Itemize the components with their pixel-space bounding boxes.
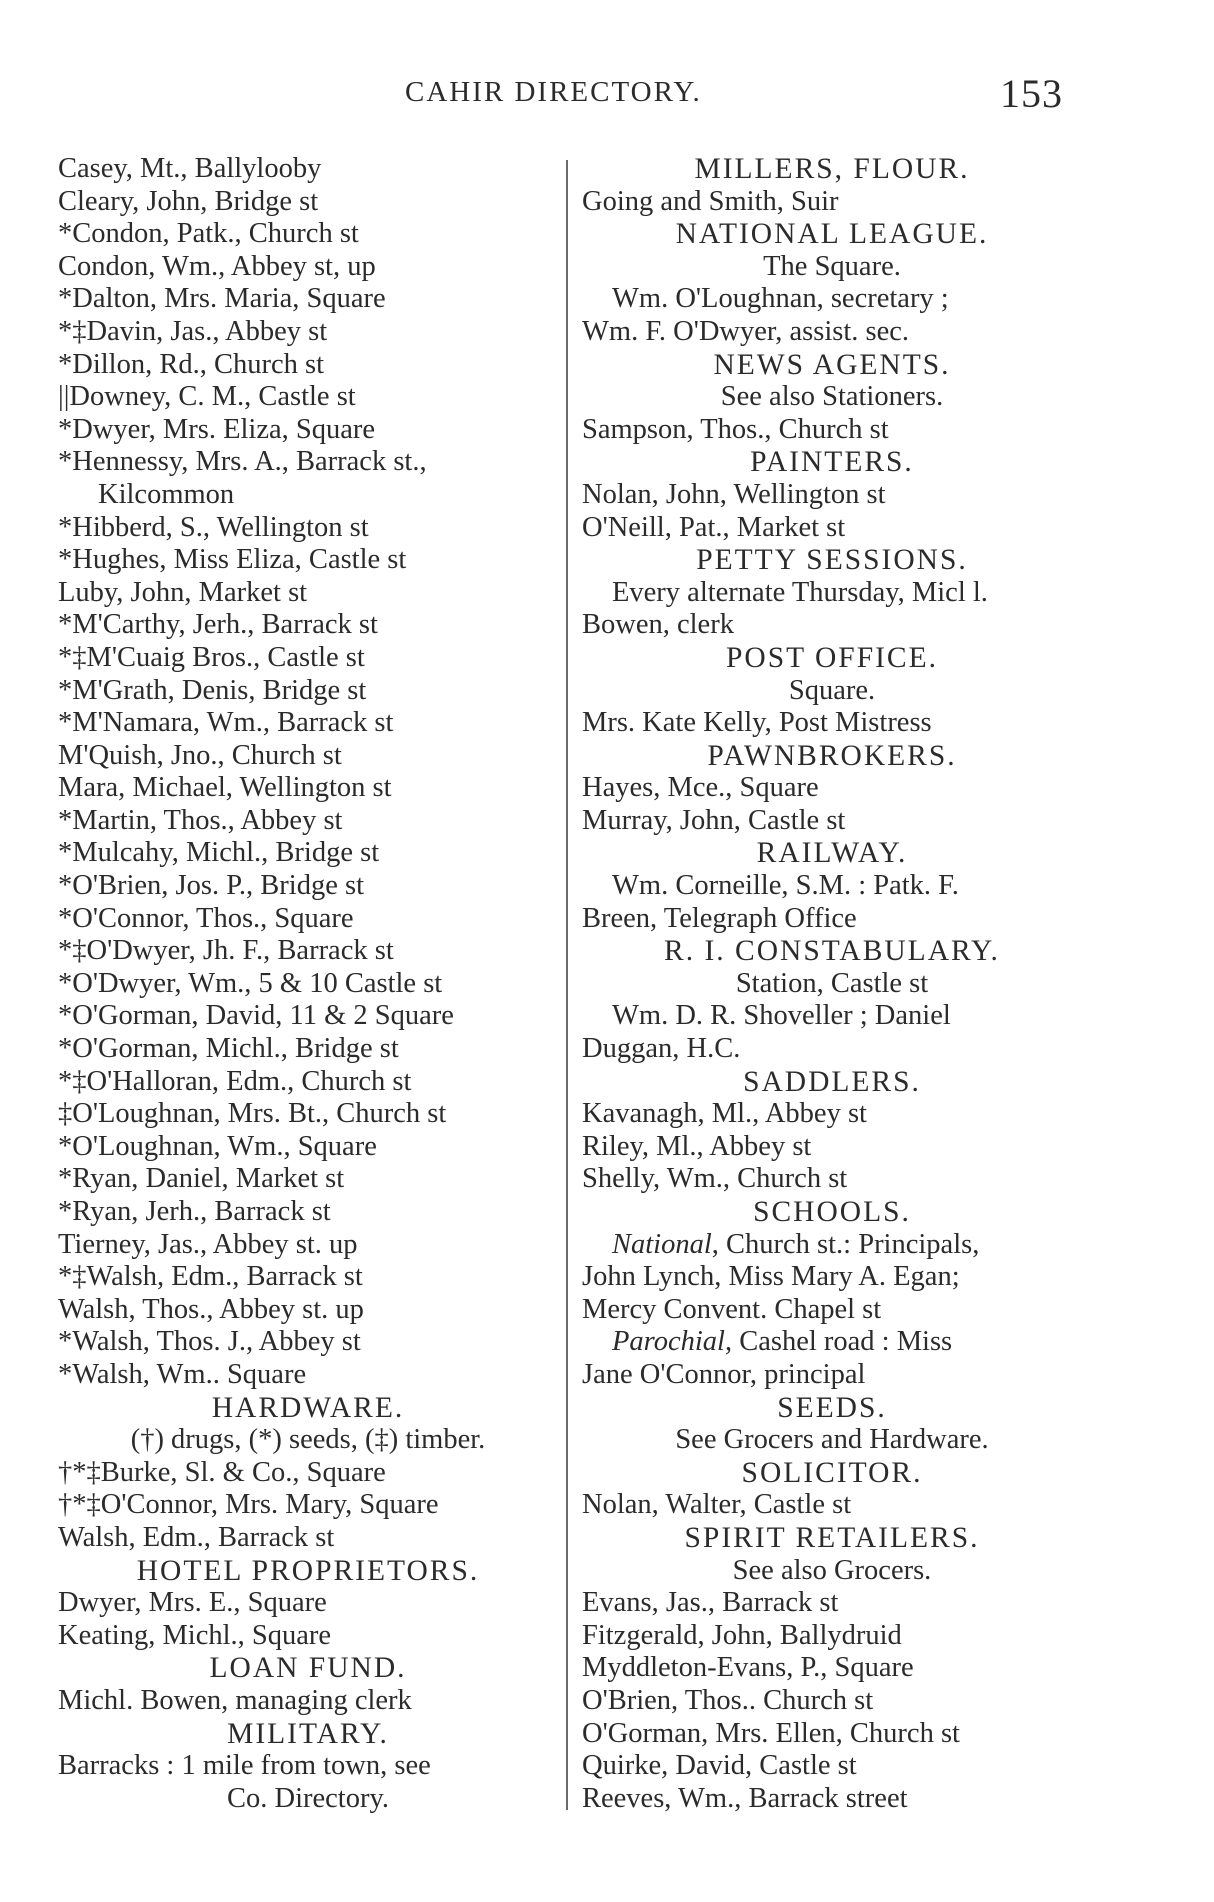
directory-entry: *Ryan, Daniel, Market st xyxy=(58,1163,345,1195)
directory-entry: Shelly, Wm., Church st xyxy=(582,1163,848,1195)
section-note: See Grocers and Hardware. xyxy=(675,1424,989,1456)
section-heading-railway: RAILWAY. xyxy=(756,837,908,870)
directory-entry xyxy=(582,1229,1082,1262)
directory-entry: John Lynch, Miss Mary A. Egan; xyxy=(582,1261,960,1293)
directory-entry: Casey, Mt., Ballylooby xyxy=(58,153,322,184)
directory-entry: O'Neill, Pat., Market st xyxy=(582,511,846,543)
directory-entry: O'Gorman, Mrs. Ellen, Church st xyxy=(582,1717,960,1749)
page-header xyxy=(0,72,1214,122)
section-note: See also Grocers. xyxy=(732,1554,932,1586)
section-heading-post-office: POST OFFICE. xyxy=(726,641,938,674)
directory-entry: Mrs. Kate Kelly, Post Mistress xyxy=(582,707,932,739)
directory-entry: Wm. D. R. Shoveller ; Daniel xyxy=(612,1000,951,1032)
directory-entry: *O'Dwyer, Wm., 5 & 10 Castle st xyxy=(58,967,443,999)
directory-entry: Every alternate Thursday, Micl l. xyxy=(612,576,988,608)
column-divider xyxy=(566,160,568,1810)
directory-entry: *O'Gorman, Michl., Bridge st xyxy=(58,1033,399,1065)
directory-entry: Nolan, John, Wellington st xyxy=(582,478,886,510)
directory-entry: Duggan, H.C. xyxy=(582,1033,741,1065)
directory-entry: ‡O'Loughnan, Mrs. Bt., Church st xyxy=(58,1098,447,1130)
directory-entry: Dwyer, Mrs. E., Square xyxy=(58,1587,327,1619)
directory-entry: *Walsh, Thos. J., Abbey st xyxy=(58,1326,361,1358)
directory-entry: *M'Namara, Wm., Barrack st xyxy=(58,707,394,739)
section-heading-military: MILITARY. xyxy=(227,1717,389,1750)
section-heading-solicitor: SOLICITOR. xyxy=(741,1456,923,1489)
school-details: , Cashel road : Miss xyxy=(724,1326,953,1358)
section-note: See also Stationers. xyxy=(720,381,944,413)
running-title: CAHIR DIRECTORY. xyxy=(405,76,702,108)
directory-entry: *Walsh, Wm.. Square xyxy=(58,1358,307,1390)
directory-entry: Bowen, clerk xyxy=(582,609,734,641)
directory-entry: *Condon, Patk., Church st xyxy=(58,218,359,250)
section-heading-spirit-retailers: SPIRIT RETAILERS. xyxy=(684,1521,980,1554)
right-column xyxy=(582,153,1082,1815)
directory-entry: *Dillon, Rd., Church st xyxy=(58,348,325,380)
directory-entry: Tierney, Jas., Abbey st. up xyxy=(58,1228,358,1260)
directory-entry: *O'Brien, Jos. P., Bridge st xyxy=(58,870,364,902)
directory-entry: Mercy Convent. Chapel st xyxy=(582,1293,882,1325)
directory-entry: Wm. Corneille, S.M. : Patk. F. xyxy=(612,870,959,902)
directory-entry: Jane O'Connor, principal xyxy=(582,1358,866,1390)
directory-entry: Walsh, Thos., Abbey st. up xyxy=(58,1293,364,1325)
directory-entry: Fitzgerald, John, Ballydruid xyxy=(582,1619,902,1651)
section-note: (†) drugs, (*) seeds, (‡) timber. xyxy=(130,1424,486,1456)
section-heading-hotel-proprietors: HOTEL PROPRIETORS. xyxy=(136,1554,480,1587)
directory-entry: *‡Davin, Jas., Abbey st xyxy=(58,315,328,347)
directory-entry: *Ryan, Jerh., Barrack st xyxy=(58,1196,331,1227)
directory-entry: Condon, Wm., Abbey st, up xyxy=(58,250,376,282)
section-heading-painters: PAINTERS. xyxy=(750,446,914,479)
section-heading-hardware: HARDWARE. xyxy=(211,1391,405,1424)
directory-entry: *Hughes, Miss Eliza, Castle st xyxy=(58,544,407,576)
section-heading-loan-fund: LOAN FUND. xyxy=(209,1652,407,1685)
directory-entry: Keating, Michl., Square xyxy=(58,1619,332,1651)
directory-entry: *O'Loughnan, Wm., Square xyxy=(58,1130,377,1162)
directory-entry: *Hibberd, S., Wellington st xyxy=(58,511,369,543)
school-type-national: National xyxy=(612,1228,712,1260)
directory-entry: O'Brien, Thos.. Church st xyxy=(582,1684,874,1716)
directory-entry: Riley, Ml., Abbey st xyxy=(582,1130,812,1162)
directory-entry: Walsh, Edm., Barrack st xyxy=(58,1521,335,1553)
directory-entry: Kavanagh, Ml., Abbey st xyxy=(582,1098,867,1130)
school-details: , Church st.: Principals, xyxy=(711,1228,980,1260)
left-column xyxy=(58,153,558,1815)
directory-entry: Reeves, Wm., Barrack street xyxy=(582,1782,908,1814)
directory-entry: Breen, Telegraph Office xyxy=(582,902,857,934)
section-heading-national-league: NATIONAL LEAGUE. xyxy=(675,218,989,251)
directory-entry: ||Downey, C. M., Castle st xyxy=(58,381,356,413)
section-note: Square. xyxy=(788,674,876,706)
directory-entry: Michl. Bowen, managing clerk xyxy=(58,1684,412,1716)
directory-entry: *Hennessy, Mrs. A., Barrack st., xyxy=(58,446,427,478)
directory-entry: *Dwyer, Mrs. Eliza, Square xyxy=(58,413,376,445)
directory-entry: Wm. F. O'Dwyer, assist. sec. xyxy=(582,315,910,347)
directory-entry: Luby, John, Market st xyxy=(58,576,308,608)
directory-entry: *‡M'Cuaig Bros., Castle st xyxy=(58,641,365,673)
directory-entry: Cleary, John, Bridge st xyxy=(58,185,319,217)
directory-entry: Hayes, Mce., Square xyxy=(582,772,819,804)
directory-entry: *‡Walsh, Edm., Barrack st xyxy=(58,1261,363,1293)
section-heading-constabulary: R. I. CONSTABULARY. xyxy=(664,935,1000,968)
section-heading-seeds: SEEDS. xyxy=(777,1391,887,1424)
section-heading-news-agents: NEWS AGENTS. xyxy=(713,348,951,381)
directory-entry: †*‡O'Connor, Mrs. Mary, Square xyxy=(58,1489,439,1521)
directory-entry: *Mulcahy, Michl., Bridge st xyxy=(58,837,380,869)
section-heading-millers: MILLERS, FLOUR. xyxy=(694,153,970,185)
directory-entry xyxy=(582,1326,1082,1359)
directory-entry: Murray, John, Castle st xyxy=(582,804,846,836)
directory-entry: Quirke, David, Castle st xyxy=(582,1750,857,1782)
school-type-parochial: Parochial xyxy=(612,1326,725,1358)
directory-entry: *M'Grath, Denis, Bridge st xyxy=(58,674,367,706)
section-heading-schools: SCHOOLS. xyxy=(753,1196,911,1228)
directory-entry-continuation: Kilcommon xyxy=(98,478,235,510)
section-heading-petty-sessions: PETTY SESSIONS. xyxy=(696,544,968,577)
directory-entry: Myddleton-Evans, P., Square xyxy=(582,1652,914,1684)
directory-entry: M'Quish, Jno., Church st xyxy=(58,739,342,771)
directory-entry: Evans, Jas., Barrack st xyxy=(582,1587,839,1619)
directory-entry: Barracks : 1 mile from town, see xyxy=(58,1750,431,1782)
directory-entry: †*‡Burke, Sl. & Co., Square xyxy=(58,1456,386,1488)
directory-entry: Going and Smith, Suir xyxy=(582,185,839,217)
section-note: Station, Castle st xyxy=(735,967,929,999)
section-note: The Square. xyxy=(763,250,901,282)
directory-entry: Sampson, Thos., Church st xyxy=(582,413,889,445)
directory-entry: Wm. O'Loughnan, secretary ; xyxy=(612,283,949,315)
directory-entry: *O'Gorman, David, 11 & 2 Square xyxy=(58,1000,454,1032)
directory-entry: *‡O'Halloran, Edm., Church st xyxy=(58,1065,412,1097)
section-heading-saddlers: SADDLERS. xyxy=(743,1065,921,1098)
directory-entry-continuation: Co. Directory. xyxy=(227,1782,389,1814)
directory-entry: *‡O'Dwyer, Jh. F., Barrack st xyxy=(58,935,394,967)
directory-entry: Mara, Michael, Wellington st xyxy=(58,772,392,804)
directory-entry: Nolan, Walter, Castle st xyxy=(582,1489,852,1521)
page-number: 153 xyxy=(1000,71,1063,116)
section-heading-pawnbrokers: PAWNBROKERS. xyxy=(707,739,957,772)
directory-entry: *M'Carthy, Jerh., Barrack st xyxy=(58,609,378,641)
directory-entry: *Dalton, Mrs. Maria, Square xyxy=(58,283,386,315)
directory-entry: *O'Connor, Thos., Square xyxy=(58,902,354,934)
directory-entry: *Martin, Thos., Abbey st xyxy=(58,804,343,836)
